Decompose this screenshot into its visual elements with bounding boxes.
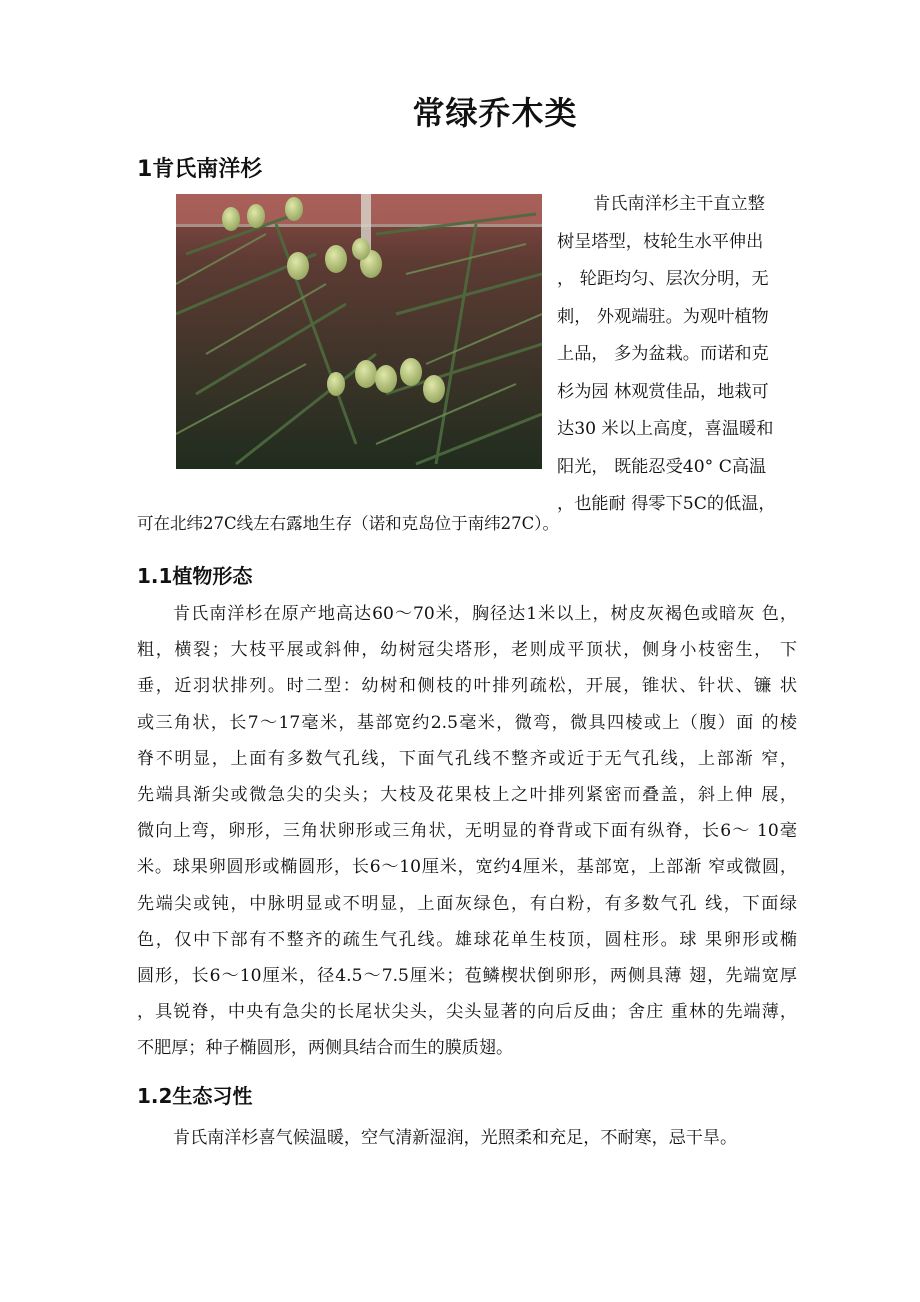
section1-side-text bbox=[557, 186, 792, 524]
side-line: 达30 米以上高度，喜温暖和 bbox=[557, 419, 774, 439]
side-line: 肯氏南洋杉主干直立整 bbox=[593, 194, 765, 214]
paragraph-line: 先端尖或钝，中脉明显或不明显，上面灰绿色，有白粉，有多数气孔 线，下面绿 bbox=[137, 893, 797, 914]
section-heading-1: 1肯氏南洋杉 bbox=[137, 157, 263, 182]
paragraph-line: 垂，近羽状排列。时二型：幼树和侧枝的叶排列疏松，开展，锥状、针状、镰 状 bbox=[137, 676, 797, 697]
paragraph-line: 或三角状，长7〜17毫米，基部宽约2.5毫米，微弯，微具四棱或上（腹）面 的棱 bbox=[137, 712, 797, 733]
side-line: 树呈塔型，枝轮生水平伸出 bbox=[557, 231, 764, 252]
paragraph-line: ，具锐脊，中央有急尖的长尾状尖头，尖头显著的向后反曲；舍庄 重林的先端薄， bbox=[137, 1002, 797, 1023]
section12-paragraph bbox=[137, 1120, 797, 1156]
document-title: 常绿乔木类 bbox=[412, 94, 578, 132]
side-line: 刺， 外观端驻。为观叶植物 bbox=[557, 306, 769, 327]
araucaria-photo bbox=[176, 194, 542, 469]
paragraph-line: 微向上弯，卵形，三角状卵形或三角状，无明显的脊背或下面有纵脊，长6〜 10毫 bbox=[137, 821, 797, 842]
paragraph-line: 圆形，长6〜10厘米，径4.5〜7.5厘米；苞鳞楔状倒卵形，两侧具薄 翅，先端宽厚 bbox=[137, 966, 797, 987]
section-heading-1-1: 1.1植物形态 bbox=[137, 564, 253, 588]
paragraph-line: 粗，横裂；大枝平展或斜伸，幼树冠尖塔形，老则成平顶状，侧身小枝密生， 下 bbox=[137, 640, 797, 661]
section-heading-1-2: 1.2生态习性 bbox=[137, 1084, 253, 1108]
paragraph-line: 肯氏南洋杉在原产地高达60〜70米，胸径达1米以上，树皮灰褐色或暗灰 色， bbox=[173, 604, 797, 624]
paragraph-line: 不肥厚；种子椭圆形，两侧具结合而生的膜质翅。 bbox=[137, 1038, 514, 1059]
paragraph-line: 脊不明显，上面有多数气孔线，下面气孔线不整齐或近于无气孔线，上部渐 窄， bbox=[137, 748, 797, 769]
side-line: 阳光， 既能忍受40° C高温 bbox=[557, 456, 767, 477]
section11-paragraph bbox=[137, 596, 797, 1067]
paragraph-line: 先端具渐尖或微急尖的尖头；大枝及花果枝上之叶排列紧密而叠盖，斜上伸 展， bbox=[137, 785, 797, 806]
paragraph-line: 肯氏南洋杉喜气候温暖，空气清新湿润，光照柔和充足，不耐寒，忌干旱。 bbox=[173, 1128, 738, 1148]
paragraph-line: 米。球果卵圆形或椭圆形，长6〜10厘米，宽约4厘米，基部宽，上部渐 窄或微圆， bbox=[137, 857, 797, 878]
section1-continuation: 可在北纬27C线左右露地生存（诺和克岛位于南纬27C）。 bbox=[137, 514, 559, 533]
side-line: 上品， 多为盆栽。而诺和克 bbox=[557, 344, 769, 364]
side-line: ，也能耐 得零下5C的低温， bbox=[557, 494, 776, 514]
paragraph-line: 色，仅中下部有不整齐的疏生气孔线。雄球花单生枝顶，圆柱形。球 果卵形或椭 bbox=[137, 929, 797, 950]
side-line: 杉为园 林观赏佳品，地栽可 bbox=[557, 381, 769, 402]
side-line: ， 轮距均匀、层次分明，无 bbox=[557, 269, 769, 289]
